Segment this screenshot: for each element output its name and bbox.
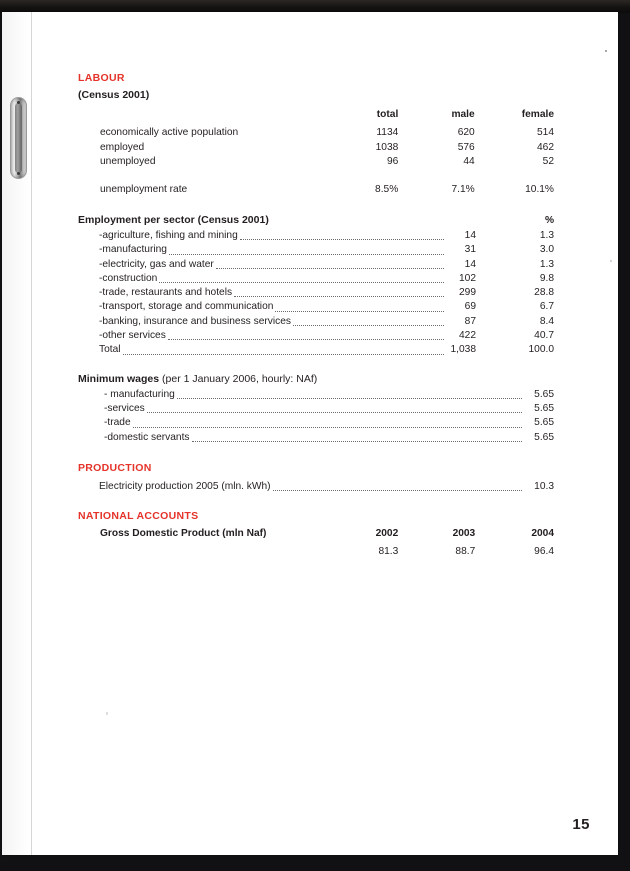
sector-value: 299 [459,287,476,299]
list-item [78,329,556,343]
sector-label: -transport, storage and communication [99,301,274,313]
labour-col-total: total [376,109,399,120]
gdp-value-2004: 96.4 [534,546,554,558]
list-item [78,258,556,272]
employment-sector-list [78,229,556,358]
table-header-row [78,109,556,127]
sector-label: -electricity, gas and water [99,258,214,270]
national-accounts-heading: NATIONAL ACCOUNTS [78,510,199,523]
sector-percent: 1.3 [539,230,554,241]
sector-value: 69 [464,301,476,313]
wage-label: - manufacturing [104,388,175,400]
row-male: 7.1% [451,183,475,195]
section-minimum-wages [78,373,556,445]
gdp-year-2004: 2004 [531,528,554,540]
wage-label: -domestic servants [104,431,190,443]
minimum-wages-list [78,388,556,445]
dot-leader [168,338,444,340]
wage-value: 5.65 [534,402,554,414]
sector-value: 87 [464,315,476,327]
list-item [78,431,556,445]
document-page [2,12,618,855]
wage-value: 5.65 [534,388,554,400]
page-content [78,72,556,561]
scan-speck [605,50,607,52]
dot-leader [133,426,522,428]
gdp-row-label [78,546,328,561]
section-national-accounts [78,510,556,561]
binding-clip-rivet-top [17,101,20,104]
dot-leader [169,253,444,255]
wage-value: 5.65 [534,417,554,429]
row-female: 52 [542,156,554,167]
list-item [78,315,556,329]
dot-leader [234,295,444,297]
list-item [78,229,556,243]
dot-leader [216,267,444,269]
sector-label: Total [99,344,121,356]
row-female: 10.1% [525,183,554,195]
employment-heading: Employment per sector (Census 2001) [78,214,269,226]
gdp-year-2003: 2003 [452,528,476,540]
dot-leader [123,353,444,355]
dot-leader [192,440,523,442]
row-label: employed [100,141,145,153]
list-item [78,272,556,286]
gdp-value-2003: 88.7 [455,546,476,558]
list-item [78,286,556,300]
row-total: 96 [386,156,399,167]
dot-leader [293,324,444,326]
sector-value: 422 [459,330,476,342]
dot-leader [273,489,522,491]
gdp-table [78,528,556,561]
wage-value: 5.65 [534,431,554,443]
dot-leader [275,310,444,312]
list-item-total [78,343,556,357]
sector-percent: 40.7 [534,330,554,342]
gdp-value-2002: 81.3 [378,546,399,558]
production-label: Electricity production 2005 (mln. kWh) [99,480,271,492]
list-item [78,480,556,494]
list-item [78,402,556,416]
gdp-year-2002: 2002 [375,528,399,540]
labour-col-male: male [451,109,475,120]
binding-clip-inner [15,103,22,173]
table-header-row [78,528,556,546]
binding-clip [10,97,27,179]
sector-percent: 9.8 [539,272,554,284]
dot-leader [177,397,522,399]
sector-label: -manufacturing [99,244,167,256]
sector-value: 102 [459,272,476,284]
dot-leader [159,281,444,283]
production-value: 10.3 [534,480,554,492]
wage-label: -trade [104,417,131,429]
section-employment-per-sector [78,214,556,358]
row-male: 576 [457,141,475,153]
section-production [78,462,556,494]
labour-col-female: female [521,109,554,120]
row-male: 44 [463,156,475,167]
sector-percent: 3.0 [539,244,554,256]
wage-label: -services [104,402,145,414]
sector-label: -construction [99,272,158,284]
sector-percent: 1.3 [539,258,554,270]
sector-value: 14 [464,230,476,241]
sector-value: 1,038 [450,344,476,356]
scan-speck [610,260,612,262]
binding-clip-rivet-bottom [17,172,20,175]
row-total: 1134 [376,127,399,138]
row-label: unemployment rate [100,183,188,195]
row-female: 514 [537,127,554,138]
section-labour [78,72,556,198]
row-total: 1038 [375,141,399,153]
labour-subheading: (Census 2001) [78,89,150,101]
table-row [78,546,556,561]
row-label: economically active population [100,127,239,138]
sector-value: 14 [464,258,476,270]
table-row [78,127,556,142]
sector-label: -trade, restaurants and hotels [99,287,233,299]
employment-percent-header: % [544,215,554,226]
table-row [78,156,556,171]
page-gutter-seam [31,12,32,855]
table-spacer-row [78,171,556,184]
sector-percent: 8.4 [539,315,554,327]
sector-value: 31 [464,244,476,256]
sector-label: -agriculture, fishing and mining [99,230,238,241]
row-label: unemployed [100,156,156,167]
minimum-wages-heading-bold: Minimum wages [78,372,160,385]
sector-percent: 28.8 [534,287,554,299]
scan-speck [106,712,108,715]
sector-percent: 6.7 [539,301,554,313]
list-item [78,243,556,257]
row-female: 462 [537,141,554,153]
production-heading: PRODUCTION [78,461,152,474]
labour-table [78,109,556,198]
production-list [78,480,556,494]
dot-leader [147,411,522,413]
labour-heading: LABOUR [78,72,125,84]
sector-percent: 100.0 [528,344,554,356]
page-number: 15 [572,816,590,833]
gdp-label: Gross Domestic Product (mln Naf) [100,528,267,540]
list-item [78,388,556,402]
minimum-wages-heading [78,373,556,385]
row-male: 620 [457,127,475,138]
table-row-unemployment-rate [78,184,556,199]
table-row [78,142,556,157]
list-item [78,300,556,314]
sector-label: -banking, insurance and business services [99,315,291,327]
sector-label: -other services [99,330,166,342]
labour-col-label [78,109,329,127]
dot-leader [240,238,444,240]
list-item [78,416,556,430]
row-total: 8.5% [375,183,399,195]
minimum-wages-heading-rest: (per 1 January 2006, hourly: NAf) [159,372,318,385]
